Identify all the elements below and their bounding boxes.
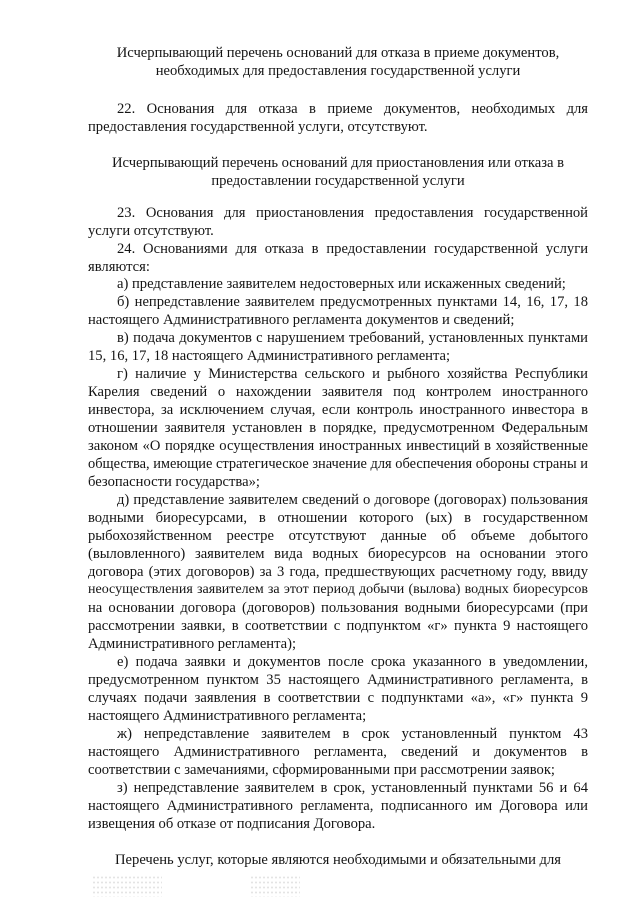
- paragraph-24-line-1: 24. Основаниями для отказа в предоставлении государственной услуги: [117, 241, 588, 257]
- item-d-line-6: неосуществления заявителем за этот период добычи (вылова) водных биоресурсов: [88, 582, 588, 597]
- item-e-line-3: случаях подачи заявления в соответствии с подпунктами «а», «г» пункта 9: [88, 690, 588, 706]
- item-g-line-2: Карелия сведений о нахождении заявителя под контролем иностранного: [88, 384, 588, 400]
- item-d-line-8: рассмотрении заявки, в соответствии с подпунктом «г» пункта 9 настоящего: [88, 618, 588, 634]
- item-g-line-7: безопасности государства»;: [88, 474, 260, 490]
- item-g-line-5: законом «О порядке осуществления иностранных инвестиций в хозяйственные: [88, 438, 588, 454]
- item-d-line-4: (выловленного) заявителем вида водных биоресурсов на основании этого: [88, 546, 588, 562]
- item-d-line-1: д) представление заявителем сведений о договоре (договорах) пользования: [117, 492, 588, 508]
- heading-rejection-documents-line-1: Исчерпывающий перечень оснований для отказа в приеме документов,: [116, 45, 560, 61]
- item-d-line-9: Административного регламента);: [88, 636, 297, 652]
- item-d-line-3: рыбохозяйственном реестре отсутствуют данные об объеме добытого: [88, 528, 588, 544]
- heading-required-services-line-1: Перечень услуг, которые являются необходимыми и обязательными для: [115, 852, 561, 868]
- heading-suspension-line-2: предоставлении государственной услуги: [211, 173, 465, 189]
- item-z-line-2: настоящего Административного регламента, подписанного им Договора или: [88, 798, 588, 814]
- item-b-line-1: б) непредставление заявителем предусмотренных пунктами 14, 16, 17, 18: [117, 294, 588, 310]
- paragraph-23-line-2: услуги отсутствуют.: [88, 223, 214, 239]
- item-v-line-1: в) подача документов с нарушением требований, установленных пунктами: [117, 330, 588, 346]
- item-g-line-1: г) наличие у Министерства сельского и рыбного хозяйства Республики: [117, 366, 588, 382]
- paragraph-22-line-1: 22. Основания для отказа в приеме документов, необходимых для: [117, 101, 588, 117]
- paragraph-23-line-1: 23. Основания для приостановления предоставления государственной: [117, 205, 588, 221]
- item-g-line-3: инвестора, за исключением случая, если контроль иностранного инвестора в: [88, 402, 588, 418]
- item-d-line-7: на основании договора (договоров) пользования водными биоресурсами (при: [88, 600, 588, 616]
- item-g-line-4: отношении заявителя установлен в порядке, предусмотренном Федеральным: [88, 420, 588, 436]
- item-zh-line-3: соответствии с замечаниями, сформированными при рассмотрении заявок;: [88, 762, 555, 778]
- item-b-line-2: настоящего Административного регламента документов и сведений;: [88, 312, 515, 328]
- item-e-line-4: настоящего Административного регламента;: [88, 708, 367, 724]
- item-d-line-5: договора (этих договоров) за 3 года, предшествующих расчетному году, ввиду: [88, 564, 588, 580]
- paragraph-24-line-2: являются:: [88, 259, 150, 275]
- item-d-line-2: водными биоресурсами, в отношении которого (ых) в государственном: [88, 510, 588, 526]
- item-e-line-1: е) подача заявки и документов после срока указанного в уведомлении,: [117, 654, 588, 670]
- item-v-line-2: 15, 16, 17, 18 настоящего Административного регламента;: [88, 348, 451, 364]
- item-z-line-1: з) непредставление заявителем в срок, установленный пунктами 56 и 64: [117, 780, 588, 796]
- item-zh-line-1: ж) непредставление заявителем в срок установленный пунктом 43: [117, 726, 588, 742]
- heading-rejection-documents-line-2: необходимых для предоставления государственной услуги: [155, 63, 521, 79]
- item-g-line-6: общества, имеющие стратегическое значение для обеспечения обороны страны и: [88, 456, 588, 472]
- item-e-line-2: предусмотренном пунктом 35 настоящего Административного регламента, в: [88, 672, 588, 688]
- scan-noise: [92, 875, 162, 897]
- item-zh-line-2: настоящего Административного регламента, сведений и документов в: [88, 744, 588, 760]
- paragraph-22-line-2: предоставления государственной услуги, отсутствуют.: [88, 119, 428, 135]
- heading-suspension-line-1: Исчерпывающий перечень оснований для приостановления или отказа в: [111, 155, 565, 171]
- item-z-line-3: извещения об отказе от подписания Договора.: [88, 816, 376, 832]
- item-a-line-1: а) представление заявителем недостоверных или искаженных сведений;: [117, 276, 566, 292]
- scan-noise: [250, 875, 300, 897]
